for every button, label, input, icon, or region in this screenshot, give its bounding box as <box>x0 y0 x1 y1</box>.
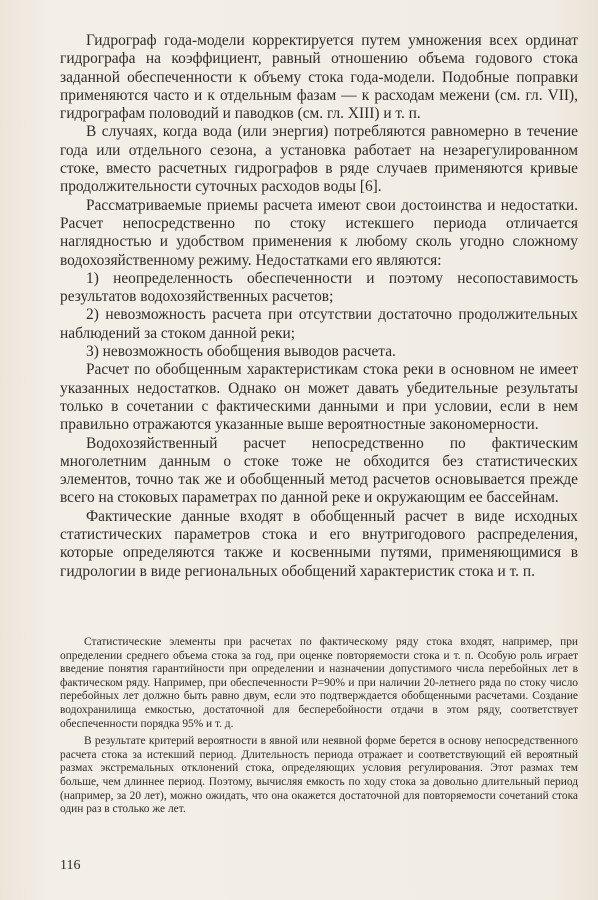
paragraph: Водохозяйственный расчет непосредственно по фактическим многолетним данным о стоке тоже не обходится без статистических элементов, точно так же и обобщенный метод расчетов основывается прежде всего на стоковых параметрах по данной реке и окружающим ее бассейнам. <box>60 434 578 507</box>
main-text <box>60 32 578 581</box>
page-number: 116 <box>60 858 81 873</box>
paragraph: Расчет по обобщенным характеристикам стока реки в основном не имеет указанных недостатков. Однако он может давать убедительные результаты только в сочетании с фактическими данными и при условии, если в нем правильно отражаются указанные выше вероятностные закономерности. <box>60 361 578 434</box>
note-paragraph: Статистические элементы при расчетах по фактическому ряду стока входят, например, при определении среднего объема стока за год, при оценке повторяемости стока и т. п. Особую роль играет введение понятия гарантийности при определении и назначении допустимого числа перебойных лет в фактическом ряду. Например, при обеспеченности P=90% и при наличии 20-летнего ряда по стоку число перебойных лет должно быть равно двум, если это подтверждается обобщенными расчетами. Создание водохранилища емкостью, достаточной для бесперебойности отдачи в этом ряду, соответствует обеспеченности порядка 95% и т. д. <box>60 636 578 730</box>
list-item: 1) неопределенность обеспеченности и поэтому несопоставимость результатов водохозяйственных расчетов; <box>60 269 578 306</box>
small-print-notes <box>60 636 578 821</box>
list-item: 2) невозможность расчета при отсутствии достаточно продолжительных наблюдений за стоком данной реки; <box>60 306 578 342</box>
note-paragraph: В результате критерий вероятности в явной или неявной форме берется в основу непосредственного расчета стока за истекший период. Длительность периода отражает и соответствующий ей вероятный размах экстремальных отклонений стока, определяющих условия регулирования. Этот размах тем больше, чем длиннее период. Поэтому, вычисляя емкость по ходу стока за довольно длительный период (например, за 20 лет), можно ожидать, что она окажется достаточной для повторяемости сочетаний стока один раз в столько же лет. <box>60 735 578 816</box>
paragraph: Гидрограф года-модели корректируется путем умножения всех ординат гидрографа на коэффициент, равный отношению объема годового стока заданной обеспеченности к объему стока года-модели. Подобные поправки применяются часто и к отдельным фазам — к расходам межени (см. гл. VII), гидрографам половодий и паводков (см. гл. XIII) и т. п. <box>60 32 578 123</box>
paragraph: Рассматриваемые приемы расчета имеют свои достоинства и недостатки. Расчет непосредственно по стоку истекшего периода отличается наглядностью и удобством применения к любому сколь угодно сложному водохозяйственному режиму. Недостатками его являются: <box>60 196 578 269</box>
paragraph: Фактические данные входят в обобщенный расчет в виде исходных статистических параметров стока и его внутригодового распределения, которые определяются также и косвенными путями, применяющимися в гидрологии в виде региональных обобщений характеристик стока и т. п. <box>60 507 578 580</box>
list-item: 3) невозможность обобщения выводов расчета. <box>86 343 396 361</box>
paragraph: В случаях, когда вода (или энергия) потребляются равномерно в течение года или отдельного сезона, а установка работает на незарегулированном стоке, вместо расчетных гидрографов в ряде случаев применяются кривые продолжительности суточных расходов воды [6]. <box>60 123 578 196</box>
